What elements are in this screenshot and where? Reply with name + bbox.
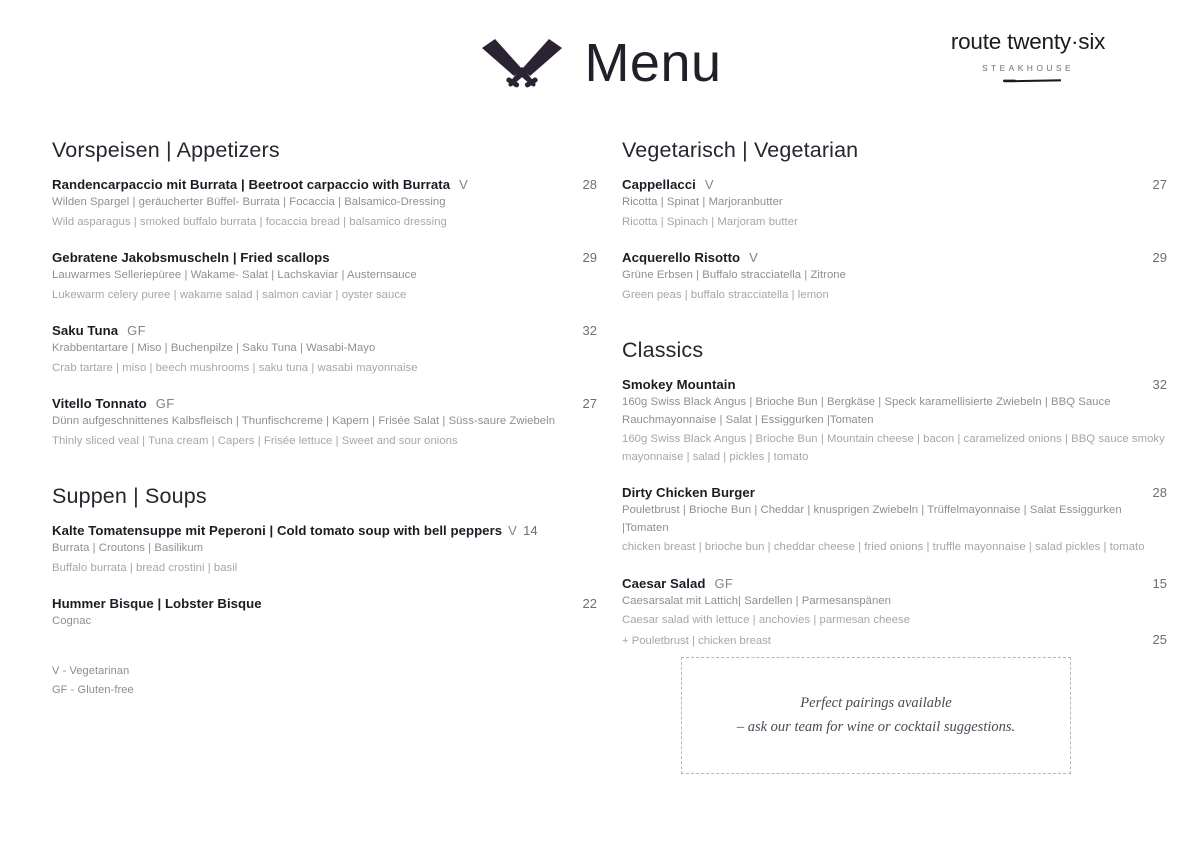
menu-item-description-de: Caesarsalat mit Lattich| Sardellen | Parmesanspänen (622, 594, 892, 607)
menu-item-description-de: Krabbentartare | Miso | Buchenpilze | Saku Tuna | Wasabi-Mayo (52, 342, 376, 354)
menu-item (622, 377, 1167, 466)
menu-item-price: 28 (582, 177, 597, 192)
menu-header (0, 0, 1200, 120)
menu-item-extra (622, 630, 1167, 651)
pairing-note-line1: Perfect pairings available (800, 695, 952, 712)
menu-item-extra-price: 25 (1152, 631, 1167, 647)
menu-item (52, 396, 597, 450)
menu-item-description-de: 160g Swiss Black Angus | Brioche Bun | Bergkäse | Speck karamellisierte Zwiebeln | BBQ Sauce Rauchmayonnaise | Salat | Essiggurken |Tomaten (622, 396, 1111, 426)
menu-item-price: 27 (1152, 177, 1167, 192)
pairing-note-box (681, 657, 1071, 774)
legend-line-gluten-free: GF - Gluten-free (52, 684, 134, 697)
section-title-appetizers: Vorspeisen | Appetizers (52, 138, 280, 162)
menu-item (52, 250, 597, 304)
menu-item-name: Cappellacci (622, 177, 696, 192)
section-title-soups: Suppen | Soups (52, 484, 207, 508)
menu-item-head (52, 323, 597, 338)
menu-item-tag: V (459, 177, 469, 192)
menu-item-tag: GF (127, 323, 146, 338)
menu-item-description-en: Buffalo burrata | bread crostini | basil (52, 561, 238, 574)
brand-name: route twenty·six (950, 29, 1106, 54)
menu-item-price: 14 (523, 523, 538, 538)
legend-line-vegetarian: V - Vegetarinan (52, 665, 130, 677)
menu-item-name: Saku Tuna (52, 323, 119, 338)
menu-item-name: Hummer Bisque | Lobster Bisque (52, 596, 262, 611)
menu-item-description-de: Burrata | Croutons | Basilikum (52, 542, 204, 554)
menu-item-name: Vitello Tonnato (52, 396, 147, 411)
section-classics (622, 338, 1167, 650)
menu-item-price: 22 (582, 596, 597, 611)
menu-item-price: 15 (1152, 575, 1167, 591)
menu-item-tag: V (508, 523, 518, 538)
menu-item-tag: GF (714, 575, 734, 591)
menu-item-description-de: Grüne Erbsen | Buffalo stracciatella | Zitrone (622, 269, 846, 281)
pairing-note-line2: – ask our team for wine or cocktail suggestions. (736, 718, 1016, 735)
menu-item-description-de: Pouletbrust | Brioche Bun | Cheddar | knusprigen Zwiebeln | Trüffelmayonnaise | Salat Essiggurken |Tomaten (622, 504, 1122, 534)
brand-subtitle: STEAKHOUSE (981, 62, 1075, 73)
crossed-cleavers-icon (478, 36, 566, 90)
menu-item-name: Randencarpaccio mit Burrata | Beetroot carpaccio with Burrata (52, 177, 451, 192)
knife-icon (938, 76, 1118, 86)
menu-item-price: 32 (582, 323, 597, 338)
menu-item-description-en: chicken breast | brioche bun | cheddar cheese | fried onions | truffle mayonnaise | salad pickles | tomato (622, 541, 1145, 553)
allergen-legend (52, 662, 134, 701)
menu-item-head (52, 396, 597, 411)
menu-item (622, 485, 1167, 557)
page-title: Menu (584, 33, 722, 93)
menu-item-name: Smokey Mountain (622, 377, 736, 392)
menu-item-extra-label: + Pouletbrust | chicken breast (622, 634, 771, 647)
menu-columns (0, 138, 1200, 669)
menu-item (52, 177, 597, 231)
menu-item-tag: GF (155, 396, 175, 411)
pairing-note-text (737, 692, 1015, 738)
menu-item (622, 177, 1167, 231)
menu-item-description-en: Lukewarm celery puree | wakame salad | salmon caviar | oyster sauce (52, 288, 407, 301)
section-title-vegetarian: Vegetarisch | Vegetarian (622, 138, 859, 162)
section-title-classics: Classics (622, 338, 704, 362)
menu-item-price: 28 (1152, 485, 1167, 500)
menu-item (52, 596, 597, 631)
menu-item-head (52, 250, 597, 265)
menu-item-head (52, 596, 597, 611)
menu-item-description-en: Crab tartare | miso | beech mushrooms | saku tuna | wasabi mayonnaise (52, 361, 418, 374)
menu-item-head (622, 250, 1167, 265)
section-soups (52, 484, 597, 631)
menu-item-name: Kalte Tomatensuppe mit Peperoni | Cold tomato soup with bell peppers (52, 523, 503, 538)
menu-item-head (622, 377, 1167, 392)
menu-item-description-en: 160g Swiss Black Angus | Brioche Bun | Mountain cheese | bacon | caramelized onions | BBQ sauce smoky mayonnaise | salad | pickles | tomato (622, 433, 1165, 463)
menu-item-description-en: Caesar salad with lettuce | anchovies | parmesan cheese (622, 614, 911, 626)
menu-item (622, 250, 1167, 304)
menu-item-name: Acquerello Risotto (622, 250, 741, 265)
menu-item-description-de: Ricotta | Spinat | Marjoranbutter (622, 196, 783, 208)
brand-logo (938, 30, 1118, 86)
menu-item-description-en: Ricotta | Spinach | Marjoram butter (622, 215, 798, 228)
menu-item-name: Dirty Chicken Burger (622, 485, 755, 500)
menu-item-description-en: Wild asparagus | smoked buffalo burrata | focaccia bread | balsamico dressing (52, 215, 447, 228)
menu-item-name: Gebratene Jakobsmuscheln | Fried scallops (52, 250, 330, 265)
menu-item (52, 523, 597, 577)
menu-item-price: 27 (582, 396, 597, 411)
menu-item-tag: V (749, 250, 759, 265)
menu-item-price: 29 (582, 250, 597, 265)
menu-item-price: 32 (1152, 377, 1167, 392)
menu-column-right (622, 138, 1167, 669)
menu-item-head (622, 177, 1167, 192)
menu-item-name: Caesar Salad (622, 575, 706, 591)
menu-item-head (52, 177, 597, 192)
menu-item-head (622, 485, 1167, 500)
menu-item-description-de: Cognac (52, 615, 92, 627)
menu-item (52, 323, 597, 377)
menu-column-left (52, 138, 597, 669)
menu-item-head (622, 576, 1167, 591)
menu-item-tag: V (704, 177, 714, 192)
menu-item-head (52, 523, 597, 538)
menu-item-description-de: Dünn aufgeschnittenes Kalbsfleisch | Thunfischcreme | Kapern | Frisée Salat | Süss-saure Zwiebeln (52, 415, 556, 427)
section-vegetarian (622, 138, 1167, 304)
section-appetizers (52, 138, 597, 450)
menu-item-description-de: Lauwarmes Selleriepüree | Wakame- Salat | Lachskaviar | Austernsauce (52, 269, 417, 281)
menu-item-price: 29 (1152, 250, 1167, 265)
menu-item-description-en: Thinly sliced veal | Tuna cream | Capers | Frisée lettuce | Sweet and sour onions (52, 434, 458, 447)
menu-item (622, 576, 1167, 651)
menu-item-description-de: Wilden Spargel | geräucherter Büffel- Burrata | Focaccia | Balsamico-Dressing (52, 196, 446, 208)
menu-item-description-en: Green peas | buffalo stracciatella | lemon (622, 288, 829, 301)
